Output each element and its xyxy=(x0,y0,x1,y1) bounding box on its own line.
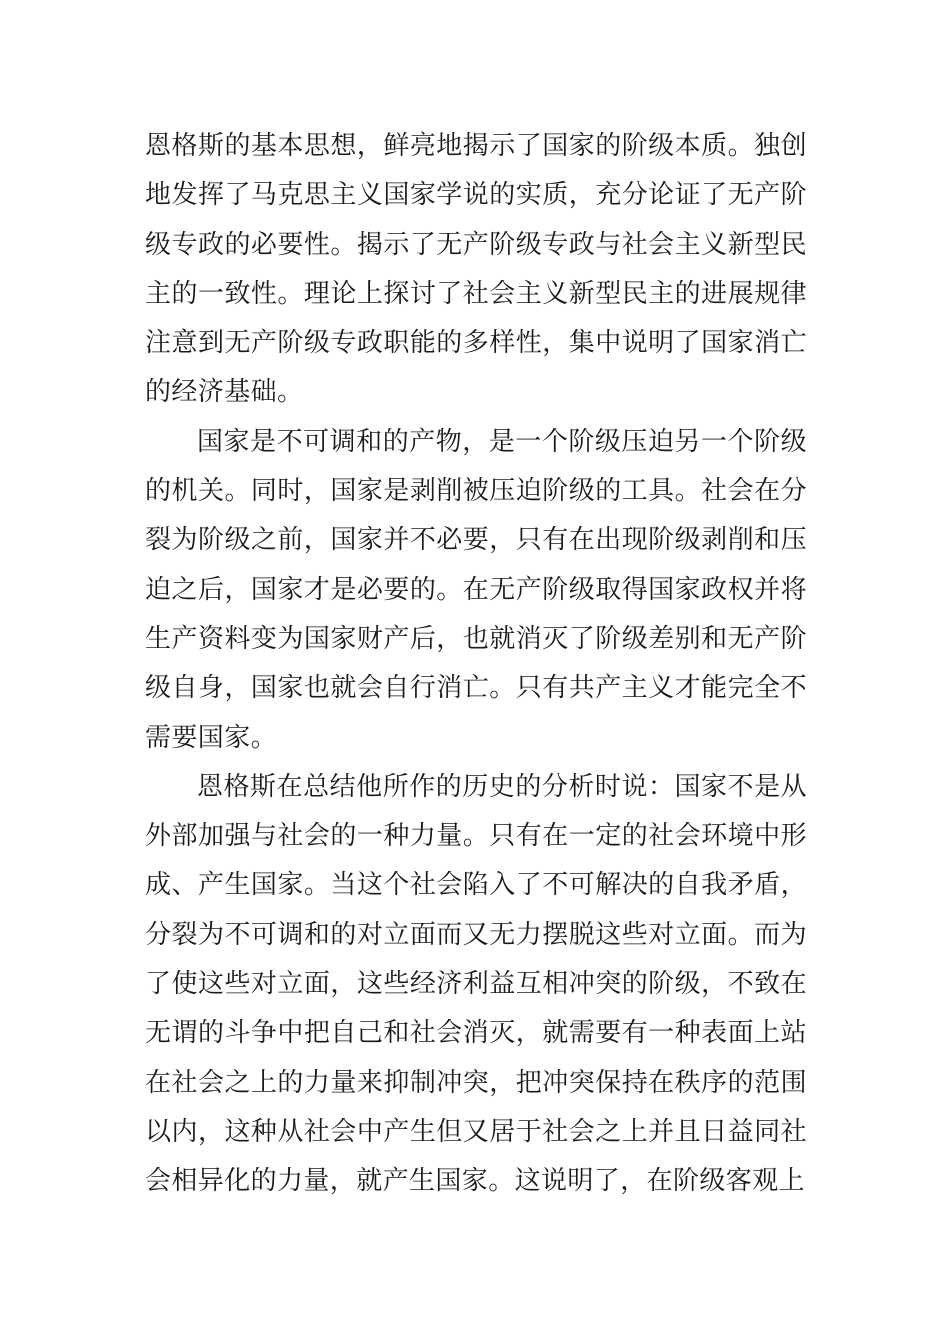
document-body xyxy=(145,122,807,1207)
paragraph-3: 恩格斯在总结他所作的历史的分析时说：国家不是从外部加强与社会的一种力量。只有在一定的社会环境中形成、产生国家。当这个社会陷入了不可解决的自我矛盾，分裂为不可调和的对立面而又无力摆脱这些对立面。而为了使这些对立面，这些经济利益互相冲突的阶级，不致在无谓的斗争中把自己和社会消灭，就需要有一种表面上站在社会之上的力量来抑制冲突，把冲突保持在秩序的范围以内，这种从社会中产生但又居于社会之上并且日益同社会相异化的力量，就产生国家。这说明了，在阶级客观上 xyxy=(145,771,807,1197)
paragraph-1: 恩格斯的基本思想，鲜亮地揭示了国家的阶级本质。独创地发挥了马克思主义国家学说的实质，充分论证了无产阶级专政的必要性。揭示了无产阶级专政与社会主义新型民主的一致性。理论上探讨了社会主义新型民主的进展规律注意到无产阶级专政职能的多样性，集中说明了国家消亡的经济基础。 xyxy=(145,131,807,408)
paragraph-2: 国家是不可调和的产物，是一个阶级压迫另一个阶级的机关。同时，国家是剥削被压迫阶级的工具。社会在分裂为阶级之前，国家并不必要，只有在出现阶级剥削和压迫之后，国家才是必要的。在无产阶级取得国家政权并将生产资料变为国家财产后，也就消灭了阶级差别和无产阶级自身，国家也就会自行消亡。只有共产主义才能完全不需要国家。 xyxy=(145,426,807,753)
